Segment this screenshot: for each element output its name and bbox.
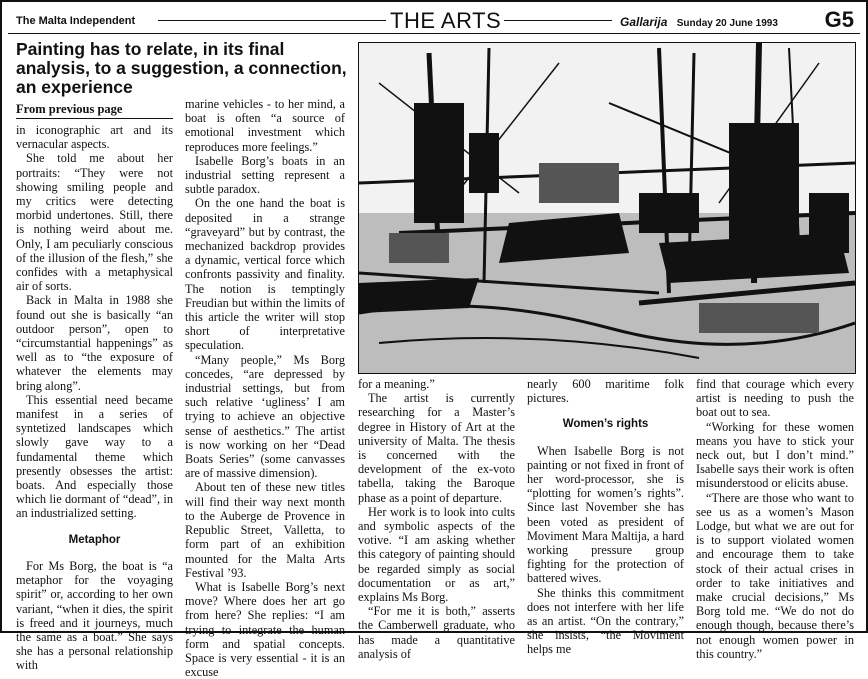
article-headline: Painting has to relate, in its final analysis, to a suggestion, a connection, an experience: [16, 39, 347, 97]
supplement-name: Gallarija: [620, 15, 668, 29]
subhead-womens-rights: Women’s rights: [562, 418, 649, 431]
paragraph: “Working for these women means you have to stick your neck out, but I don’t mind.” Isabelle says their work is often misunderstood or elicits abuse.: [696, 419, 854, 491]
continued-rule: [16, 118, 173, 119]
paragraph: find that courage which every artist is needing to push the boat out to sea.: [696, 377, 854, 420]
page-number: G5: [824, 7, 854, 32]
column-1-bottom: [16, 559, 173, 673]
header-rule-bottom: [8, 33, 860, 34]
column-4-top: [527, 377, 684, 405]
paragraph: On the one hand the boat is deposited in a strange “graveyard” but by contrast, the mechanized backdrop provides a dynamic, vertical force which confronts passivity and finality. The notion is temptingly Freudian but within the limits of this article the writer will stop short of interpretative speculation.: [185, 196, 345, 353]
paragraph: She told me about her portraits: “They were not showing smiling people and my critics were detecting morbid undertones. Still, there is nothing weird about me. Only, I am peculiarly conscious of the illusion of the flesh,” she confides with a metaphysical air of sorts.: [16, 151, 173, 294]
paragraph: Her work is to look into cults and symbolic aspects of the votive. “I am asking whether this category of painting should be regarded simply as social documentation or as art,” explains Ms Borg.: [358, 504, 515, 605]
paragraph: When Isabelle Borg is not painting or not fixed in front of her word-processor, she is “plotting for women’s rights”. Since last November she has been voted as president of Moviment Mara Maltija, a hard working pressure group fighting for the protection of battered wives.: [527, 443, 684, 586]
paragraph: “For me it is both,” asserts the Camberwell graduate, who has made a quantitative analysis of: [358, 604, 515, 661]
column-5: [696, 377, 854, 661]
paragraph: in iconographic art and its vernacular aspects.: [16, 123, 173, 152]
paragraph: This essential need became manifest in a series of syntetized landscapes which slowly gave way to a fundamental theme which presently obsesses the artist: boats. And especially those which lie dormant of “dead”, in an industrialized setting.: [16, 392, 173, 521]
column-1-top: [16, 123, 173, 521]
header-meta: [620, 15, 778, 29]
column-1: [16, 123, 173, 673]
paragraph: Isabelle Borg’s boats in an industrial setting represent a subtle paradox.: [185, 153, 345, 197]
publication-name: The Malta Independent: [16, 15, 136, 27]
paragraph: About ten of these new titles will find their way next month to the Auberge de Provence in Republic Street, Valletta, to form part of an exhibition mounted for the Malta Arts Festival ’93.: [185, 480, 345, 580]
header-rule-right: [504, 20, 612, 21]
page-header: [8, 8, 860, 34]
paragraph: for a meaning.”: [358, 377, 435, 391]
paragraph: “Many people,” Ms Borg concedes, “are depressed by industrial settings, but from such relative ‘ugliness’ I am trying to achieve an objective sense of aesthetics.” The artist is now working on her “Dead Boats Series” (some canvasses are of massive dimension).: [185, 352, 345, 481]
painting-image: [359, 43, 855, 373]
paragraph: “There are those who want to see us as a women’s Mason Lodge, but what we are out for is to support violated women and encourage them to take stock of their actual crises in order to take initiatives and make crucial decisions,” Ms Borg told me. “We do not do enough though, because there’s not enough women power in this country.”: [696, 490, 854, 661]
paragraph: What is Isabelle Borg’s next move? Where does her art go from here? She replies: “I am trying to integrate the human form and spatial concepts. Space is very essential - it is an excuse: [185, 579, 345, 679]
paragraph: For Ms Borg, the boat is “a metaphor for the voyaging spirit” or, according to her own variant, “when it dies, the spirit is freed and it journeys, much the same as a boat.” She says she has a personal relationship with: [16, 558, 173, 673]
continued-from-label: From previous page: [16, 102, 123, 116]
paragraph: nearly 600 maritime folk pictures.: [527, 377, 684, 406]
column-4-bottom: [527, 444, 684, 657]
paragraph: The artist is currently researching for a Master’s degree in History of Art at the university of Malta. The thesis is concerned with the development of the ex-voto tabella, taking the Baroque phase as a point of departure.: [358, 391, 515, 505]
boats-painting-illustration: [358, 42, 856, 374]
column-3: [358, 377, 515, 661]
column-2: [185, 97, 345, 679]
paragraph: marine vehicles - to her mind, a boat is often “a source of emotional investment which reproduces more feelings.”: [185, 97, 345, 154]
section-title: THE ARTS: [390, 8, 502, 33]
issue-date: Sunday 20 June 1993: [676, 18, 778, 29]
header-rule-left: [158, 20, 386, 21]
subhead-metaphor: Metaphor: [68, 533, 121, 546]
paragraph: Back in Malta in 1988 she found out she is basically “an outdoor person”, open to “circumstantial happenings” as well as to “the exposure of whatever the elements may bring along”.: [16, 293, 173, 393]
column-4: [527, 377, 684, 657]
paragraph: She thinks this commitment does not interfere with her life as an artist. “On the contrary,” she insists, “the Moviment helps me: [527, 585, 684, 657]
